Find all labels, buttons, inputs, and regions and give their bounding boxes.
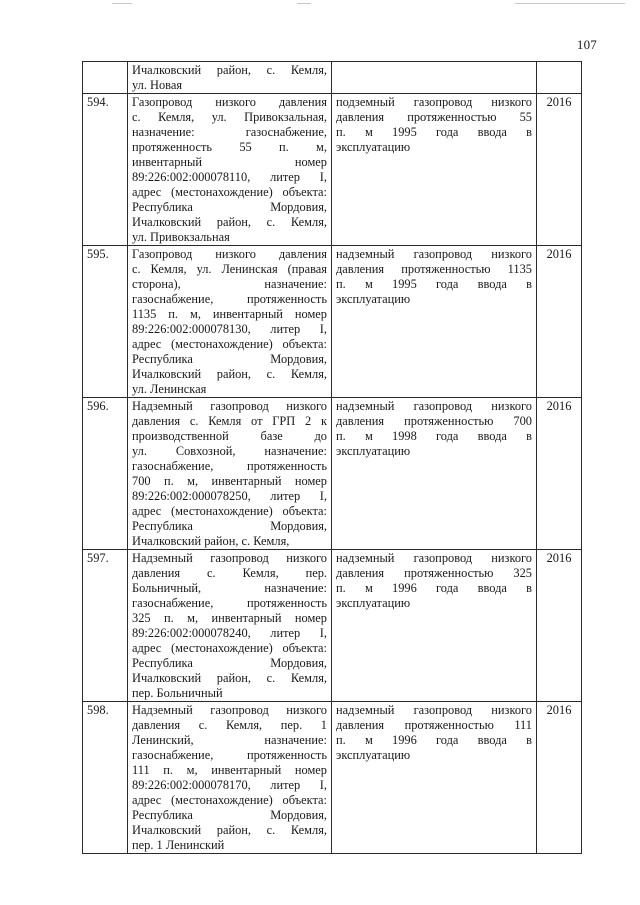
object-characteristics: [332, 246, 537, 398]
object-characteristics: [332, 702, 537, 854]
text-line: давления протяженностью 111: [336, 718, 532, 732]
text-line: давления с. Кемля, пер. 1: [132, 718, 327, 732]
text-line: 1135 п. м, инвентарный номер: [132, 307, 327, 321]
text-line: надземный газопровод низкого: [336, 247, 532, 261]
text-line: адрес (местонахождение) объекта:: [132, 504, 327, 518]
text-line: эксплуатацию: [336, 140, 411, 154]
text-line: 89:226:002:000078110, литер I,: [132, 170, 327, 184]
text-line: адрес (местонахождение) объекта:: [132, 641, 327, 655]
text-line: ул. Ленинская: [132, 382, 207, 396]
text-line: Республика Мордовия,: [132, 352, 327, 366]
text-line: п. м 1998 года ввода в: [336, 429, 532, 443]
row-number: 595.: [83, 246, 128, 398]
text-line: Больничный, назначение:: [132, 581, 327, 595]
text-line: 89:226:002:000078240, литер I,: [132, 626, 327, 640]
text-line: Республика Мордовия,: [132, 200, 327, 214]
text-line: адрес (местонахождение) объекта:: [132, 793, 327, 807]
description-lines: [132, 63, 327, 93]
object-description: [128, 398, 332, 550]
scan-mark-left: [112, 3, 132, 4]
table-row: [83, 550, 582, 702]
text-line: 89:226:002:000078130, литер I,: [132, 322, 327, 336]
text-line: Газопровод низкого давления: [132, 247, 327, 261]
text-line: 325 п. м, инвентарный номер: [132, 611, 327, 625]
object-description: [128, 702, 332, 854]
text-line: назначение: газоснабжение,: [132, 125, 327, 139]
text-line: пер. Больничный: [132, 686, 223, 700]
text-line: подземный газопровод низкого: [336, 95, 532, 109]
text-line: Ичалковский район, с. Кемля,: [132, 823, 327, 837]
text-line: производственной базе до: [132, 429, 327, 443]
text-line: газоснабжение, протяженность: [132, 596, 327, 610]
description-lines: [132, 247, 327, 397]
registration-year: [537, 62, 582, 94]
text-line: давления протяженностью 700: [336, 414, 532, 428]
text-line: Надземный газопровод низкого: [132, 703, 327, 717]
registration-year: 2016: [537, 398, 582, 550]
text-line: п. м 1995 года ввода в: [336, 277, 532, 291]
registry-body: [83, 62, 582, 854]
text-line: 111 п. м, инвентарный номер: [132, 763, 327, 777]
characteristics-lines: [336, 399, 532, 459]
property-registry-table: [82, 61, 582, 854]
text-line: Республика Мордовия,: [132, 808, 327, 822]
row-number: 596.: [83, 398, 128, 550]
object-description: [128, 62, 332, 94]
characteristics-lines: [336, 247, 532, 307]
row-number: [83, 62, 128, 94]
text-line: Надземный газопровод низкого: [132, 551, 327, 565]
text-line: 700 п. м, инвентарный номер: [132, 474, 327, 488]
text-line: газоснабжение, протяженность: [132, 292, 327, 306]
text-line: 89:226:002:000078170, литер I,: [132, 778, 327, 792]
text-line: Республика Мордовия,: [132, 519, 327, 533]
row-number: 597.: [83, 550, 128, 702]
table-row: [83, 398, 582, 550]
text-line: ул. Новая: [132, 78, 183, 92]
table-row: [83, 702, 582, 854]
registration-year: 2016: [537, 550, 582, 702]
text-line: протяженность 55 п. м,: [132, 140, 327, 154]
text-line: сторона), назначение:: [132, 277, 327, 291]
text-line: Надземный газопровод низкого: [132, 399, 327, 413]
row-number: 594.: [83, 94, 128, 246]
text-line: 89:226:002:000078250, литер I,: [132, 489, 327, 503]
text-line: Ичалковский район, с. Кемля,: [132, 63, 327, 77]
registration-year: 2016: [537, 94, 582, 246]
text-line: газоснабжение, протяженность: [132, 748, 327, 762]
page-number: 107: [576, 37, 597, 52]
scan-mark-right: [515, 3, 625, 4]
scan-mark-mid: [297, 3, 311, 4]
text-line: инвентарный номер: [132, 155, 327, 169]
text-line: надземный газопровод низкого: [336, 551, 532, 565]
characteristics-lines: [336, 95, 532, 155]
table-row: [83, 246, 582, 398]
text-line: адрес (местонахождение) объекта:: [132, 337, 327, 351]
description-lines: [132, 551, 327, 701]
text-line: надземный газопровод низкого: [336, 399, 532, 413]
registration-year: 2016: [537, 702, 582, 854]
description-lines: [132, 399, 327, 549]
text-line: с. Кемля, ул. Ленинская (правая: [132, 262, 327, 276]
text-line: газоснабжение, протяженность: [132, 459, 327, 473]
object-description: [128, 550, 332, 702]
text-line: Ичалковский район, с. Кемля,: [132, 215, 327, 229]
text-line: Ленинский, назначение:: [132, 733, 327, 747]
text-line: эксплуатацию: [336, 444, 411, 458]
text-line: п. м 1996 года ввода в: [336, 733, 532, 747]
text-line: адрес (местонахождение) объекта:: [132, 185, 327, 199]
text-line: п. м 1995 года ввода в: [336, 125, 532, 139]
text-line: Газопровод низкого давления: [132, 95, 327, 109]
table-row: [83, 94, 582, 246]
text-line: Ичалковский район, с. Кемля,: [132, 534, 290, 548]
table-row: [83, 62, 582, 94]
text-line: давления с. Кемля от ГРП 2 к: [132, 414, 327, 428]
text-line: давления протяженностью 55: [336, 110, 532, 124]
description-lines: [132, 95, 327, 245]
object-characteristics: [332, 94, 537, 246]
text-line: с. Кемля, ул. Привокзальная,: [132, 110, 327, 124]
text-line: давления протяженностью 325: [336, 566, 532, 580]
text-line: давления протяженностью 1135: [336, 262, 532, 276]
text-line: давления с. Кемля, пер.: [132, 566, 327, 580]
text-line: ул. Совхозной, назначение:: [132, 444, 327, 458]
object-characteristics: [332, 62, 537, 94]
text-line: эксплуатацию: [336, 292, 411, 306]
text-line: п. м 1996 года ввода в: [336, 581, 532, 595]
text-line: эксплуатацию: [336, 596, 411, 610]
registration-year: 2016: [537, 246, 582, 398]
text-line: Республика Мордовия,: [132, 656, 327, 670]
text-line: пер. 1 Ленинский: [132, 838, 225, 852]
text-line: ул. Привокзальная: [132, 230, 230, 244]
object-characteristics: [332, 398, 537, 550]
text-line: Ичалковский район, с. Кемля,: [132, 671, 327, 685]
text-line: эксплуатацию: [336, 748, 411, 762]
row-number: 598.: [83, 702, 128, 854]
text-line: надземный газопровод низкого: [336, 703, 532, 717]
object-description: [128, 94, 332, 246]
object-characteristics: [332, 550, 537, 702]
characteristics-lines: [336, 703, 532, 763]
text-line: Ичалковский район, с. Кемля,: [132, 367, 327, 381]
object-description: [128, 246, 332, 398]
description-lines: [132, 703, 327, 853]
characteristics-lines: [336, 551, 532, 611]
